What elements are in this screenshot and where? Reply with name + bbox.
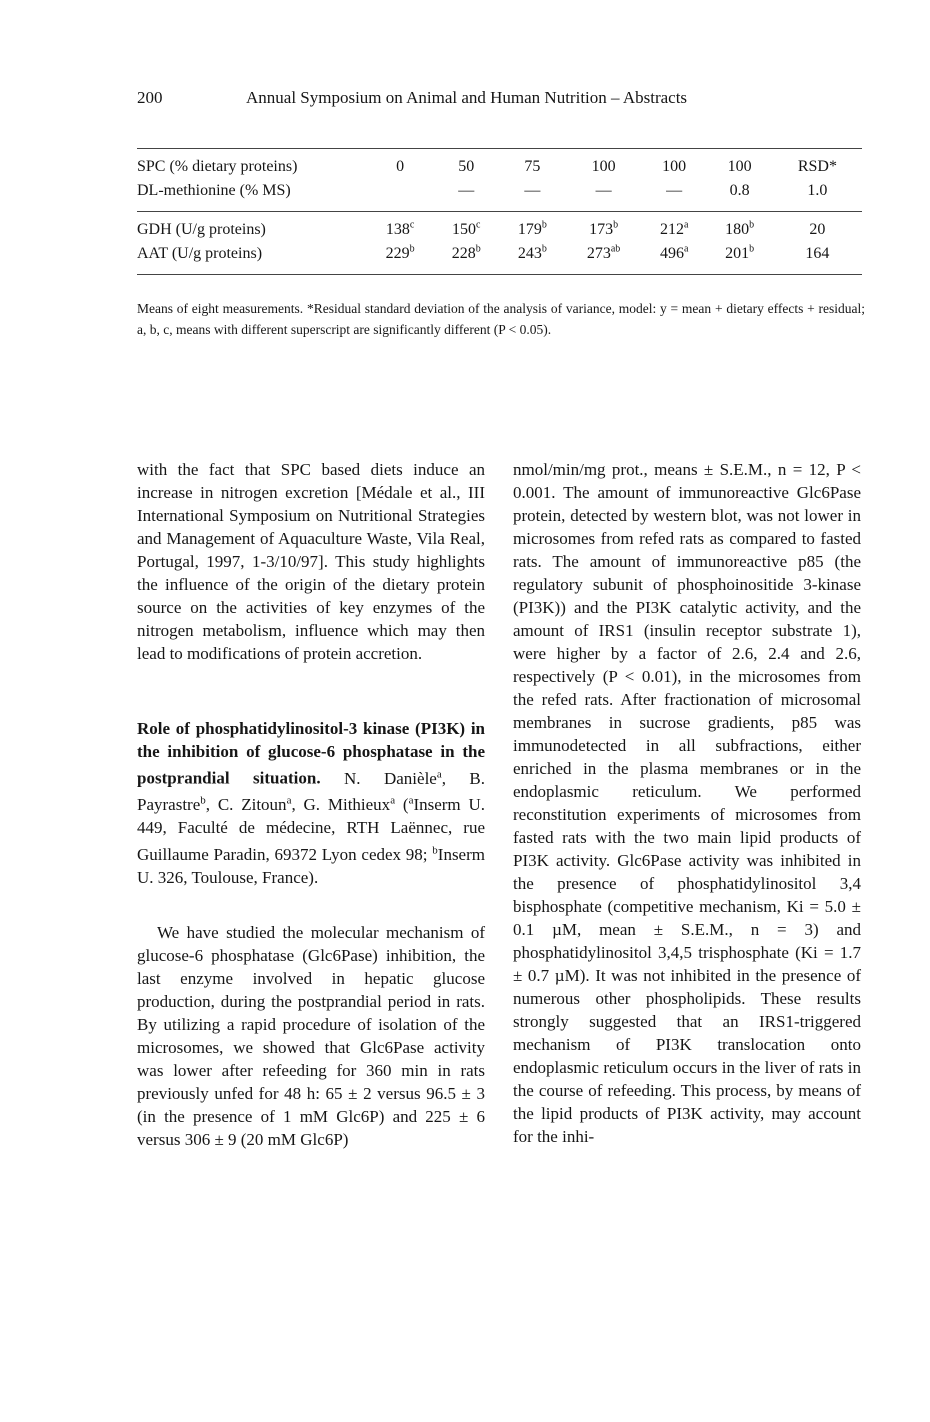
- table-cell: 179$^b$: [517, 219, 547, 238]
- table-cell: $273^{ab}$: [586, 243, 621, 262]
- abstract-title: Role of phosphatidylinositol-3 kinase (PI3K) in the inhibition of glucose-6 phosphatase in the postprandial situation.: [137, 719, 485, 788]
- table-cell: 75: [524, 158, 541, 175]
- table-cell: 150$^c$: [451, 219, 481, 238]
- table-cell: 138$^c$: [385, 219, 415, 238]
- table-cell: 212$^a$: [659, 219, 689, 238]
- row-label: DL-methionine (% MS): [137, 182, 291, 199]
- running-title: Annual Symposium on Animal and Human Nutrition – Abstracts: [246, 88, 688, 107]
- page-number: 200: [137, 88, 163, 107]
- table-cell: 243$^b$: [517, 243, 547, 262]
- left-column: [137, 458, 485, 1151]
- table-cell: 180$^b$: [725, 219, 755, 238]
- table-cell: 0: [396, 158, 405, 175]
- abstract-body-right: nmol/min/mg prot., means ± S.E.M., n = 12, P < 0.001. The amount of immunoreactive Glc6Pase protein, detected by western blot, was not lower in microsomes from refed rats as compared to fasted rats. The amount of immunoreactive p85 (the regulatory subunit of phosphoinositide 3-kinase (PI3K)) and the PI3K catalytic activity, and the amount of IRS1 (insulin receptor substrate 1), were higher by a factor of 2.6, 2.4 and 2.6, respectively (P < 0.01), in the microsomes from the refed rats. After fractionation of microsomal membranes in sucrose gradients, p85 was immunodetected in all subfractions, either enriched in the plasma membranes or in the endoplasmic reticulum. We performed reconstitution experiments of microsomes from fasted rats with the two main lipid products of PI3K activity. Glc6Pase activity was inhibited in the presence of phosphatidylinositol 3,4 bisphosphate (competitive mechanism, Ki = 5.0 ± 0.1 µM, mean ± S.E.M., n = 3) and phosphatidylinositol 3,4,5 trisphosphate (Ki = 1.7 ± 0.7 µM). It was not inhibited in the presence of numerous other phospholipids. These results strongly suggested that an IRS1-triggered mechanism of PI3K translocation onto endoplasmic reticulum occurs in the liver of rats in the course of refeeding. This process, by means of the lipid products of PI3K activity, may account for the inhi-: [513, 460, 861, 1146]
- table-cell: 173$^b$: [589, 219, 619, 238]
- table-cell: —: [666, 182, 683, 199]
- table-cell: —: [524, 182, 541, 199]
- abstract-heading: [137, 717, 485, 889]
- table-cell: —: [458, 182, 475, 199]
- table-cell: 100: [662, 158, 687, 175]
- table-cell: 50: [458, 158, 475, 175]
- author-list: N. Danièle$^a$, B. Payrastre$^b$, C. Zitoun$^a$, G. Mithieux$^a$ ($^a$Inserm U. 449, Faculté de médecine, RTH Laënnec, rue Guillaume Paradin, 69372 Lyon cedex 98; $^b$Inserm U. 326, Toulouse, France).: [137, 768, 486, 887]
- table-cell: 228$^b$: [451, 243, 481, 262]
- table-cell: 20: [809, 221, 826, 238]
- table-cell: 496$^a$: [659, 243, 689, 262]
- table-cell: 1.0: [807, 182, 828, 199]
- table-cell: 164: [805, 245, 830, 262]
- table-cell: 201$^b$: [725, 243, 755, 262]
- right-column: [513, 458, 861, 1148]
- table-cell: 100: [727, 158, 752, 175]
- table-cell: 229$^b$: [385, 243, 415, 262]
- table-cell: RSD*: [797, 158, 837, 175]
- row-label: GDH (U/g proteins): [137, 221, 266, 238]
- table-footnote: Means of eight measurements. *Residual standard deviation of the analysis of variance, model: y = mean + dietary effects + residual; a, b, c, means with different superscript are significantly different (P < 0.05).: [137, 301, 865, 337]
- abstract-body-left: We have studied the molecular mechanism of glucose-6 phosphatase (Glc6Pase) inhibition, the last enzyme involved in hepatic glucose production, during the postprandial period in rats. By utilizing a rapid procedure of isolation of the microsomes, we showed that Glc6Pase activity was lower after refeeding for 360 min in rats previously unfed for 48 h: 65 ± 2 versus 96.5 ± 3 (in the presence of 1 mM Glc6P) and 225 ± 6 versus 306 ± 9 (20 mM Glc6P): [137, 922, 485, 1149]
- row-label: AAT (U/g proteins): [137, 245, 263, 262]
- table-cell: —: [595, 182, 612, 199]
- results-table: [137, 148, 862, 276]
- row-label: SPC (% dietary proteins): [137, 158, 298, 175]
- continuation-paragraph: with the fact that SPC based diets induce an increase in nitrogen excretion [Médale et al., III International Symposium on Nutritional Strategies and Management of Aquaculture Waste, Vila Real, Portugal, 1997, 1-3/10/97]. This study highlights the influence of the origin of the dietary protein source on the activities of key enzymes of the nitrogen metabolism, influence which may then lead to modifications of protein accretion.: [137, 460, 485, 663]
- table-cell: 100: [591, 158, 616, 175]
- table-cell: [367, 179, 433, 212]
- table-cell: 0.8: [729, 182, 750, 199]
